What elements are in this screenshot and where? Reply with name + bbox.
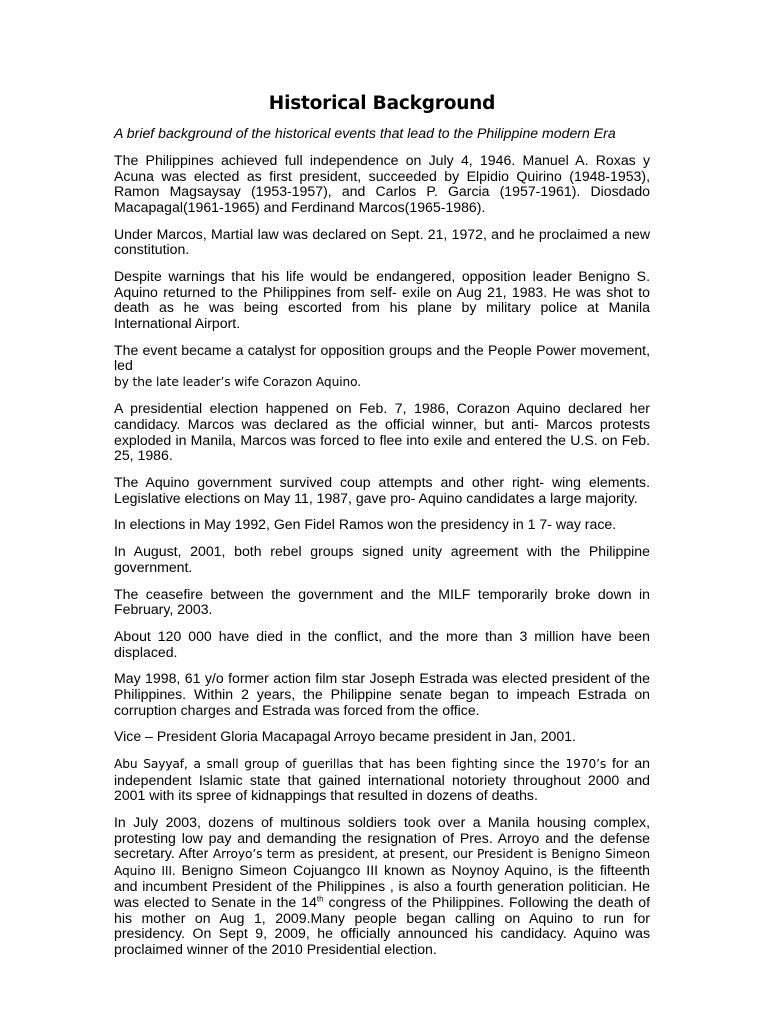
- paragraph: Under Marcos, Martial law was declared on Sept. 21, 1972, and he proclaimed a new constitution.: [114, 225, 650, 258]
- paragraph: Despite warnings that his life would be endangered, opposition leader Benigno S. Aquino returned to the Philippines from self- exile on Aug 21, 1983. He was shot to death as he was being escorted from his plane by military police at Manila International Airport.: [114, 267, 650, 331]
- paragraph-text-small: Abu Sayyaf, a small group of guerillas that has been fighting since the 1970’s: [114, 757, 607, 772]
- paragraph: About 120 000 have died in the conflict, and the more than 3 million have been displaced.: [114, 627, 650, 660]
- paragraph: May 1998, 61 y/o former action film star Joseph Estrada was elected president of the Philippines. Within 2 years, the Philippine senate began to impeach Estrada on corruption charges and Estrada was forced from the office.: [114, 670, 650, 718]
- document-page: [114, 92, 650, 969]
- superscript: th: [316, 894, 324, 904]
- document-subtitle: A brief background of the historical events that lead to the Philippine modern Era: [114, 125, 616, 141]
- paragraph-text: congress of the Philippines. Following the death of his mother on Aug 1, 2009.Many people began calling on Aquino to run for presidency. On Sept 9, 2009, he officially announced his candidacy. Aquino was proclaimed winner of the 2010 Presidential election.: [114, 894, 651, 957]
- paragraph: The ceasefire between the government and the MILF temporarily broke down in February, 2003.: [114, 585, 650, 618]
- paragraph-text-small: by the late leader’s wife Corazon Aquino.: [114, 374, 362, 389]
- paragraph: [114, 343, 650, 391]
- paragraph-text: The event became a catalyst for opposition groups and the People Power movement, led: [114, 341, 650, 374]
- paragraph: [114, 756, 650, 804]
- paragraph: In August, 2001, both rebel groups signed unity agreement with the Philippine government.: [114, 543, 650, 575]
- paragraph: [114, 815, 650, 957]
- paragraph: A presidential election happened on Feb. 7, 1986, Corazon Aquino declared her candidacy. Marcos was declared as the official winner, but anti- Marcos protests exploded in Manila, Marcos was forced to flee into exile and entered the U.S. on Feb. 25, 1986.: [114, 400, 650, 464]
- paragraph: Vice – President Gloria Macapagal Arroyo became president in Jan, 2001.: [114, 728, 576, 745]
- paragraph: The Philippines achieved full independence on July 4, 1946. Manuel A. Roxas y Acuna was elected as first president, succeeded by Elpidio Quirino (1948-1953), Ramon Magsaysay (1953-1957), and Carlos P. Garcia (1957-1961). Diosdado Macapagal(1961-1965) and Ferdinand Marcos(1965-1986).: [114, 152, 650, 215]
- paragraph: The Aquino government survived coup attempts and other right- wing elements. Legislative elections on May 11, 1987, gave pro- Aquino candidates a large majority.: [114, 474, 650, 506]
- paragraph-text: Benigno Simeon Cojuangco III known as Noynoy Aquino, is the fifteenth and incumbent President of the Philippines , is also a fourth generation politician. He was elected to Senate in the 14: [114, 861, 650, 910]
- paragraph-text: for an independent Islamic state that gained international notoriety throughout 2000 and 2001 with its spree of kidnappings that resulted in dozens of deaths.: [114, 755, 650, 804]
- paragraph-text-small: Arroyo’s term as president, at present, our President is Benigno Simeon Aquino III.: [114, 847, 650, 878]
- paragraph: In elections in May 1992, Gen Fidel Ramos won the presidency in 1 7- way race.: [114, 516, 617, 533]
- paragraph-text: In July 2003, dozens of multinous soldiers took over a Manila housing complex, protesting low pay and demanding the resignation of Pres. Arroyo and the defense secretary. After: [114, 814, 650, 862]
- document-title: Historical Background: [268, 93, 496, 114]
